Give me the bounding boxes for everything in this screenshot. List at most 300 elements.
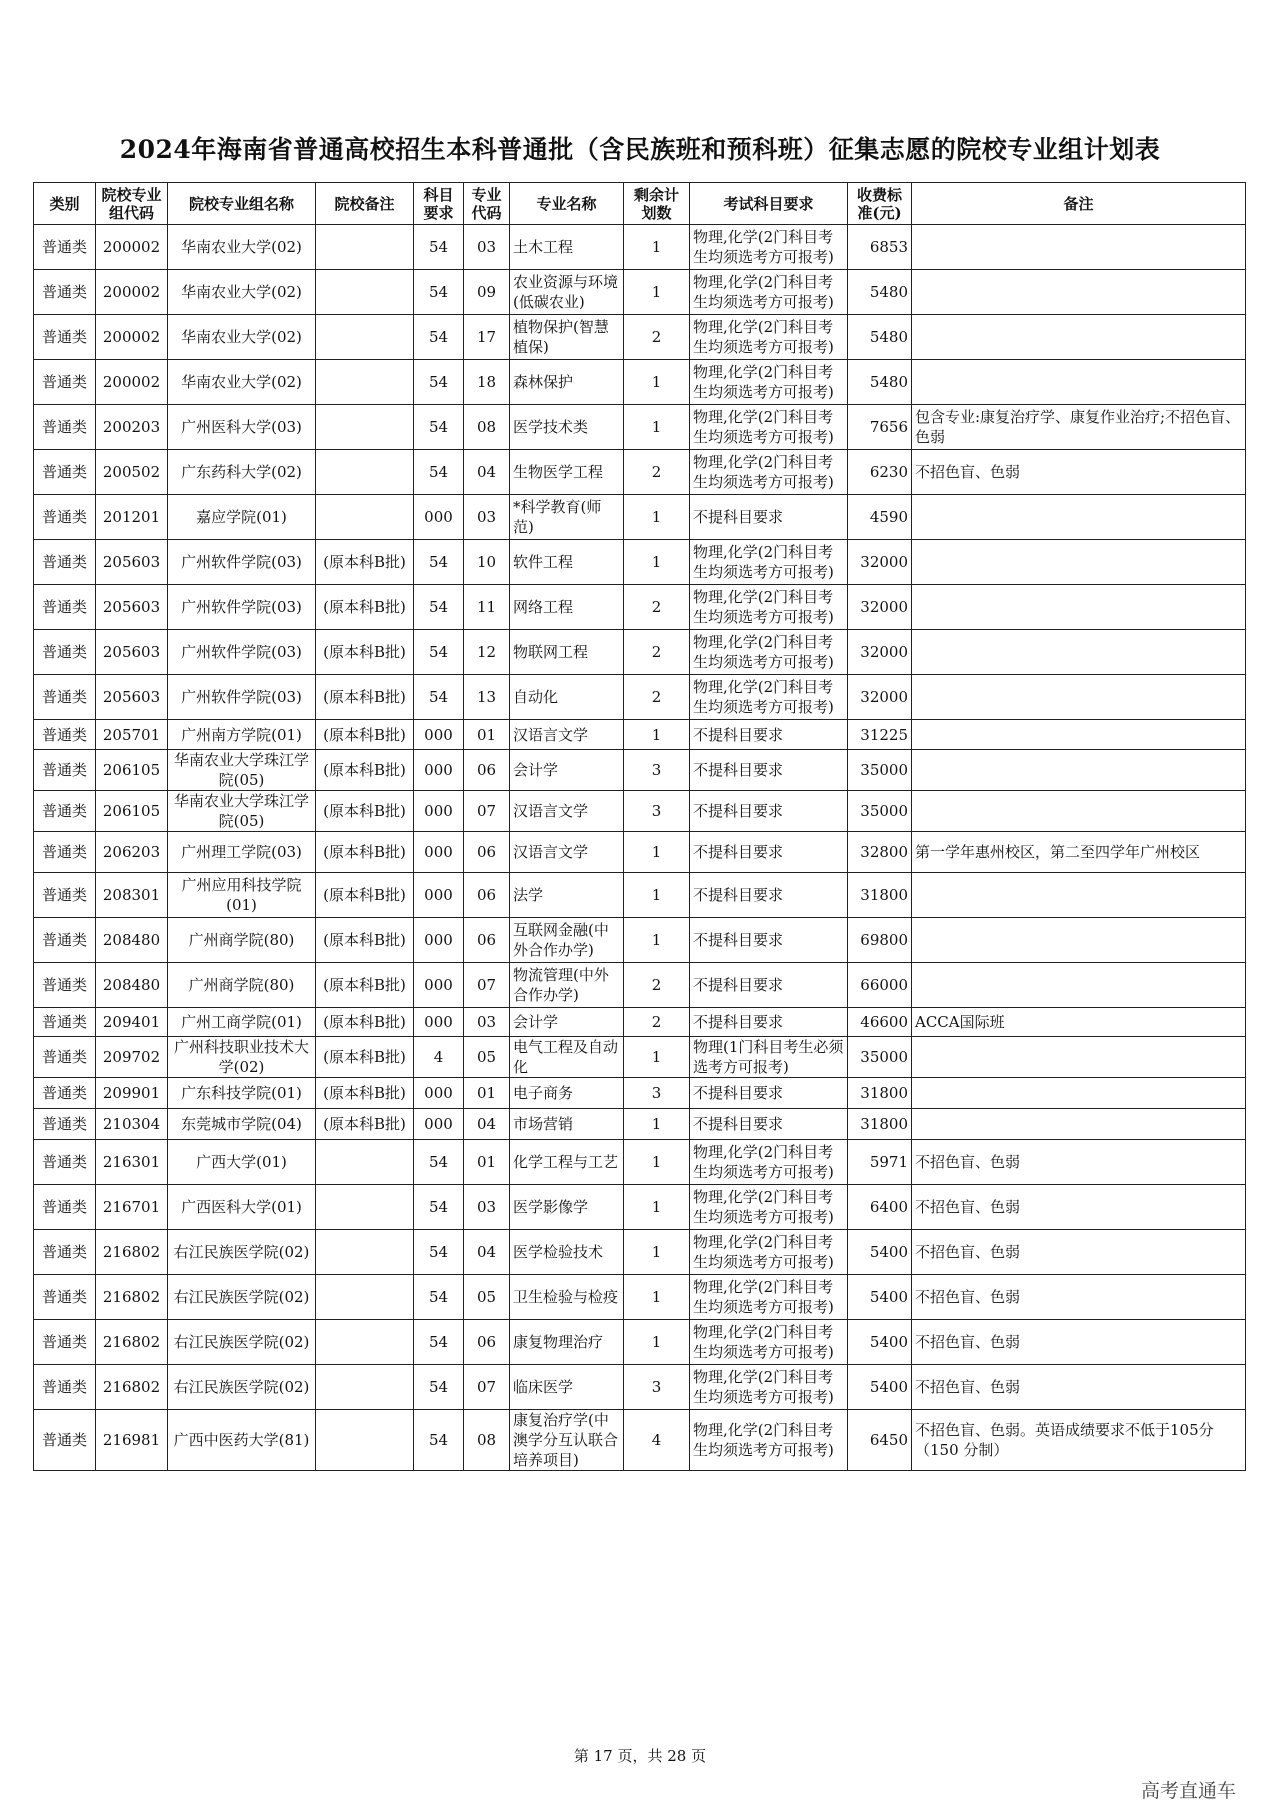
cell-remarks — [912, 750, 1246, 791]
cell-exam-subjects — [690, 675, 848, 720]
cell-remarks — [912, 1078, 1246, 1109]
table-row — [34, 963, 1246, 1008]
exam-subjects-text: 物理,化学(2门科目考生均须选考方可报考) — [693, 273, 834, 311]
cell-category: 普通类 — [34, 1140, 96, 1185]
cell-subject-req: 000 — [414, 873, 464, 918]
cell-exam-subjects — [690, 225, 848, 270]
cell-remaining-plan: 1 — [624, 1230, 690, 1275]
cell-major-name: 物流管理(中外合作办学) — [510, 963, 624, 1008]
cell-group-code: 205603 — [96, 585, 168, 630]
exam-subjects-text: 物理,化学(2门科目考生均须选考方可报考) — [693, 408, 834, 446]
table-row — [34, 720, 1246, 750]
cell-category: 普通类 — [34, 918, 96, 963]
cell-school-note — [316, 1230, 414, 1275]
cell-major-name: 会计学 — [510, 750, 624, 791]
cell-exam-subjects — [690, 495, 848, 540]
cell-tuition: 32000 — [848, 630, 912, 675]
table-row — [34, 630, 1246, 675]
cell-category: 普通类 — [34, 540, 96, 585]
cell-group-name: 广西大学(01) — [168, 1140, 316, 1185]
cell-remaining-plan: 1 — [624, 405, 690, 450]
cell-major-code: 06 — [464, 832, 510, 873]
cell-subject-req: 000 — [414, 1008, 464, 1037]
cell-remarks — [912, 360, 1246, 405]
cell-major-name: 互联网金融(中外合作办学) — [510, 918, 624, 963]
cell-subject-req: 54 — [414, 1320, 464, 1365]
cell-tuition: 5480 — [848, 315, 912, 360]
cell-group-code: 216802 — [96, 1320, 168, 1365]
cell-subject-req: 54 — [414, 630, 464, 675]
cell-group-name: 华南农业大学(02) — [168, 315, 316, 360]
table-row — [34, 1140, 1246, 1185]
table-row — [34, 1037, 1246, 1078]
cell-group-code: 216701 — [96, 1185, 168, 1230]
cell-tuition: 5400 — [848, 1365, 912, 1410]
cell-remarks: 第一学年惠州校区，第二至四学年广州校区 — [912, 832, 1246, 873]
cell-school-note: (原本科B批) — [316, 750, 414, 791]
cell-tuition: 35000 — [848, 1037, 912, 1078]
cell-school-note — [316, 1320, 414, 1365]
cell-tuition: 35000 — [848, 791, 912, 832]
cell-remaining-plan: 1 — [624, 1320, 690, 1365]
cell-category: 普通类 — [34, 360, 96, 405]
cell-major-name: 康复物理治疗 — [510, 1320, 624, 1365]
cell-category: 普通类 — [34, 495, 96, 540]
cell-major-name: 会计学 — [510, 1008, 624, 1037]
cell-major-name: 电气工程及自动化 — [510, 1037, 624, 1078]
cell-major-name: 汉语言文学 — [510, 832, 624, 873]
cell-group-name: 华南农业大学(02) — [168, 225, 316, 270]
exam-subjects-text: 不提科目要求 — [693, 802, 784, 820]
cell-remaining-plan: 1 — [624, 540, 690, 585]
cell-school-note: (原本科B批) — [316, 1078, 414, 1109]
cell-remaining-plan: 1 — [624, 360, 690, 405]
cell-tuition: 4590 — [848, 495, 912, 540]
cell-school-note: (原本科B批) — [316, 832, 414, 873]
cell-group-name: 广东药科大学(02) — [168, 450, 316, 495]
cell-tuition: 32000 — [848, 540, 912, 585]
cell-group-name: 华南农业大学(02) — [168, 270, 316, 315]
cell-exam-subjects — [690, 1230, 848, 1275]
col-header-major-name: 专业名称 — [510, 183, 624, 225]
cell-school-note — [316, 315, 414, 360]
cell-major-name: 植物保护(智慧植保) — [510, 315, 624, 360]
cell-major-code: 08 — [464, 405, 510, 450]
cell-school-note — [316, 495, 414, 540]
cell-tuition: 6400 — [848, 1185, 912, 1230]
col-header-tuition: 收费标准(元) — [848, 183, 912, 225]
table-row — [34, 873, 1246, 918]
cell-group-code: 208301 — [96, 873, 168, 918]
cell-remarks: 不招色盲、色弱。英语成绩要求不低于105分（150 分制） — [912, 1410, 1246, 1471]
cell-school-note: (原本科B批) — [316, 918, 414, 963]
cell-group-code: 216301 — [96, 1140, 168, 1185]
col-header-remarks: 备注 — [912, 183, 1246, 225]
cell-remaining-plan: 1 — [624, 1275, 690, 1320]
table-row — [34, 540, 1246, 585]
table-row — [34, 585, 1246, 630]
cell-exam-subjects — [690, 1275, 848, 1320]
table-row — [34, 1078, 1246, 1109]
cell-remaining-plan: 2 — [624, 963, 690, 1008]
cell-category: 普通类 — [34, 1230, 96, 1275]
table-row — [34, 360, 1246, 405]
exam-subjects-text: 物理,化学(2门科目考生均须选考方可报考) — [693, 1323, 834, 1361]
cell-group-code: 208480 — [96, 918, 168, 963]
cell-remaining-plan: 2 — [624, 585, 690, 630]
cell-remarks: 不招色盲、色弱 — [912, 1140, 1246, 1185]
col-header-category: 类别 — [34, 183, 96, 225]
exam-subjects-text: 物理,化学(2门科目考生均须选考方可报考) — [693, 1278, 834, 1316]
cell-school-note — [316, 360, 414, 405]
cell-tuition: 6853 — [848, 225, 912, 270]
cell-exam-subjects — [690, 270, 848, 315]
cell-remaining-plan: 1 — [624, 1109, 690, 1140]
cell-subject-req: 000 — [414, 791, 464, 832]
cell-major-code: 18 — [464, 360, 510, 405]
cell-exam-subjects — [690, 450, 848, 495]
cell-remarks — [912, 315, 1246, 360]
cell-category: 普通类 — [34, 225, 96, 270]
cell-subject-req: 4 — [414, 1037, 464, 1078]
cell-exam-subjects — [690, 405, 848, 450]
exam-subjects-text: 物理,化学(2门科目考生均须选考方可报考) — [693, 1368, 834, 1406]
cell-tuition: 32800 — [848, 832, 912, 873]
plan-table — [33, 182, 1246, 1471]
cell-tuition: 35000 — [848, 750, 912, 791]
cell-group-name: 广州医科大学(03) — [168, 405, 316, 450]
cell-tuition: 5400 — [848, 1275, 912, 1320]
cell-exam-subjects — [690, 1410, 848, 1471]
cell-school-note: (原本科B批) — [316, 1037, 414, 1078]
cell-subject-req: 000 — [414, 750, 464, 791]
cell-exam-subjects — [690, 791, 848, 832]
table-row — [34, 832, 1246, 873]
cell-exam-subjects — [690, 720, 848, 750]
cell-major-code: 07 — [464, 963, 510, 1008]
cell-group-name: 华南农业大学珠江学院(05) — [168, 791, 316, 832]
cell-remarks — [912, 540, 1246, 585]
exam-subjects-text: 物理,化学(2门科目考生均须选考方可报考) — [693, 228, 834, 266]
cell-subject-req: 54 — [414, 225, 464, 270]
cell-group-name: 嘉应学院(01) — [168, 495, 316, 540]
cell-exam-subjects — [690, 360, 848, 405]
col-header-exam-subjects: 考试科目要求 — [690, 183, 848, 225]
page-number: 第 17 页，共 28 页 — [573, 1747, 707, 1765]
cell-major-name: 医学技术类 — [510, 405, 624, 450]
page-title: 2024年海南省普通高校招生本科普通批（含民族班和预科班）征集志愿的院校专业组计划表 — [119, 135, 1161, 164]
cell-subject-req: 54 — [414, 1275, 464, 1320]
cell-remarks — [912, 225, 1246, 270]
cell-category: 普通类 — [34, 720, 96, 750]
cell-category: 普通类 — [34, 1185, 96, 1230]
cell-major-code: 03 — [464, 1185, 510, 1230]
cell-exam-subjects — [690, 1109, 848, 1140]
cell-school-note: (原本科B批) — [316, 675, 414, 720]
exam-subjects-text: 物理,化学(2门科目考生均须选考方可报考) — [693, 363, 834, 401]
cell-remarks — [912, 1037, 1246, 1078]
cell-remarks — [912, 873, 1246, 918]
cell-school-note — [316, 1140, 414, 1185]
cell-major-name: 市场营销 — [510, 1109, 624, 1140]
cell-group-name: 右江民族医学院(02) — [168, 1320, 316, 1365]
cell-major-name: 电子商务 — [510, 1078, 624, 1109]
cell-remarks: 不招色盲、色弱 — [912, 450, 1246, 495]
cell-major-name: 汉语言文学 — [510, 791, 624, 832]
cell-category: 普通类 — [34, 675, 96, 720]
cell-group-name: 右江民族医学院(02) — [168, 1365, 316, 1410]
cell-major-name: 卫生检验与检疫 — [510, 1275, 624, 1320]
cell-remarks: ACCA国际班 — [912, 1008, 1246, 1037]
cell-category: 普通类 — [34, 1037, 96, 1078]
cell-remaining-plan: 4 — [624, 1410, 690, 1471]
cell-subject-req: 000 — [414, 963, 464, 1008]
cell-subject-req: 54 — [414, 450, 464, 495]
cell-school-note — [316, 225, 414, 270]
cell-major-code: 08 — [464, 1410, 510, 1471]
cell-major-name: 汉语言文学 — [510, 720, 624, 750]
cell-major-code: 05 — [464, 1037, 510, 1078]
cell-school-note: (原本科B批) — [316, 963, 414, 1008]
cell-remaining-plan: 1 — [624, 270, 690, 315]
cell-major-name: 森林保护 — [510, 360, 624, 405]
cell-major-code: 06 — [464, 918, 510, 963]
cell-group-name: 右江民族医学院(02) — [168, 1275, 316, 1320]
cell-tuition: 6230 — [848, 450, 912, 495]
cell-remaining-plan: 2 — [624, 1008, 690, 1037]
cell-group-name: 广州工商学院(01) — [168, 1008, 316, 1037]
cell-group-code: 208480 — [96, 963, 168, 1008]
cell-subject-req: 000 — [414, 1109, 464, 1140]
cell-remaining-plan: 3 — [624, 1078, 690, 1109]
exam-subjects-text: 物理,化学(2门科目考生均须选考方可报考) — [693, 588, 834, 626]
cell-major-code: 04 — [464, 450, 510, 495]
cell-major-name: 医学影像学 — [510, 1185, 624, 1230]
cell-group-name: 广州软件学院(03) — [168, 540, 316, 585]
table-row — [34, 750, 1246, 791]
table-row — [34, 675, 1246, 720]
cell-major-code: 12 — [464, 630, 510, 675]
cell-subject-req: 000 — [414, 720, 464, 750]
watermark: 高考直通车 — [1141, 1780, 1237, 1802]
table-row — [34, 1275, 1246, 1320]
cell-exam-subjects — [690, 540, 848, 585]
cell-major-name: 医学检验技术 — [510, 1230, 624, 1275]
cell-remarks: 不招色盲、色弱 — [912, 1320, 1246, 1365]
cell-major-code: 03 — [464, 1008, 510, 1037]
cell-group-name: 广西医科大学(01) — [168, 1185, 316, 1230]
cell-exam-subjects — [690, 832, 848, 873]
cell-major-name: 物联网工程 — [510, 630, 624, 675]
cell-major-name: 康复治疗学(中澳学分互认联合培养项目) — [510, 1410, 624, 1471]
cell-remarks — [912, 585, 1246, 630]
cell-group-code: 216802 — [96, 1275, 168, 1320]
cell-subject-req: 000 — [414, 495, 464, 540]
cell-group-name: 广州应用科技学院(01) — [168, 873, 316, 918]
cell-group-code: 200002 — [96, 360, 168, 405]
table-row — [34, 1410, 1246, 1471]
cell-group-code: 200002 — [96, 270, 168, 315]
table-row — [34, 405, 1246, 450]
cell-tuition: 5971 — [848, 1140, 912, 1185]
col-header-school-note: 院校备注 — [316, 183, 414, 225]
cell-remaining-plan: 2 — [624, 450, 690, 495]
cell-category: 普通类 — [34, 963, 96, 1008]
cell-group-name: 广西中医药大学(81) — [168, 1410, 316, 1471]
cell-remarks — [912, 270, 1246, 315]
cell-group-code: 205603 — [96, 630, 168, 675]
table-row — [34, 1109, 1246, 1140]
cell-remaining-plan: 1 — [624, 832, 690, 873]
cell-remarks — [912, 963, 1246, 1008]
table-row — [34, 918, 1246, 963]
exam-subjects-text: 不提科目要求 — [693, 1084, 784, 1102]
cell-group-name: 广东科技学院(01) — [168, 1078, 316, 1109]
cell-remaining-plan: 1 — [624, 1185, 690, 1230]
cell-group-name: 广州软件学院(03) — [168, 630, 316, 675]
cell-category: 普通类 — [34, 873, 96, 918]
cell-group-code: 200002 — [96, 315, 168, 360]
table-row — [34, 225, 1246, 270]
cell-category: 普通类 — [34, 585, 96, 630]
cell-major-name: *科学教育(师范) — [510, 495, 624, 540]
exam-subjects-text: 不提科目要求 — [693, 725, 784, 744]
cell-exam-subjects — [690, 963, 848, 1008]
table-row — [34, 495, 1246, 540]
cell-group-code: 205701 — [96, 720, 168, 750]
exam-subjects-text: 物理,化学(2门科目考生均须选考方可报考) — [693, 1143, 834, 1181]
cell-group-name: 广州软件学院(03) — [168, 675, 316, 720]
cell-major-code: 01 — [464, 720, 510, 750]
cell-remarks: 不招色盲、色弱 — [912, 1365, 1246, 1410]
col-header-group-name: 院校专业组名称 — [168, 183, 316, 225]
exam-subjects-text: 不提科目要求 — [693, 508, 784, 526]
cell-exam-subjects — [690, 1365, 848, 1410]
cell-school-note — [316, 270, 414, 315]
cell-tuition: 66000 — [848, 963, 912, 1008]
cell-subject-req: 54 — [414, 1410, 464, 1471]
cell-subject-req: 54 — [414, 1185, 464, 1230]
table-header-row — [34, 183, 1246, 225]
cell-remarks — [912, 1109, 1246, 1140]
exam-subjects-text: 物理,化学(2门科目考生均须选考方可报考) — [693, 633, 834, 671]
cell-group-name: 华南农业大学珠江学院(05) — [168, 750, 316, 791]
cell-exam-subjects — [690, 750, 848, 791]
cell-remaining-plan: 1 — [624, 918, 690, 963]
cell-major-code: 03 — [464, 495, 510, 540]
cell-tuition: 31800 — [848, 1109, 912, 1140]
cell-major-code: 09 — [464, 270, 510, 315]
cell-tuition: 32000 — [848, 585, 912, 630]
cell-school-note: (原本科B批) — [316, 1008, 414, 1037]
cell-group-code: 206105 — [96, 750, 168, 791]
cell-major-code: 04 — [464, 1230, 510, 1275]
cell-remaining-plan: 1 — [624, 873, 690, 918]
cell-exam-subjects — [690, 1320, 848, 1365]
cell-major-name: 网络工程 — [510, 585, 624, 630]
table-row — [34, 450, 1246, 495]
cell-tuition: 7656 — [848, 405, 912, 450]
cell-major-name: 临床医学 — [510, 1365, 624, 1410]
cell-group-code: 206105 — [96, 791, 168, 832]
cell-major-code: 07 — [464, 1365, 510, 1410]
cell-major-name: 化学工程与工艺 — [510, 1140, 624, 1185]
cell-tuition: 31800 — [848, 873, 912, 918]
cell-exam-subjects — [690, 585, 848, 630]
cell-remarks: 包含专业:康复治疗学、康复作业治疗;不招色盲、色弱 — [912, 405, 1246, 450]
cell-remaining-plan: 2 — [624, 630, 690, 675]
cell-category: 普通类 — [34, 405, 96, 450]
cell-group-code: 206203 — [96, 832, 168, 873]
table-row — [34, 270, 1246, 315]
cell-group-code: 216981 — [96, 1410, 168, 1471]
cell-subject-req: 54 — [414, 315, 464, 360]
cell-major-code: 01 — [464, 1078, 510, 1109]
cell-exam-subjects — [690, 1008, 848, 1037]
cell-remarks — [912, 675, 1246, 720]
cell-group-code: 200502 — [96, 450, 168, 495]
cell-group-code: 205603 — [96, 675, 168, 720]
cell-category: 普通类 — [34, 1109, 96, 1140]
cell-exam-subjects — [690, 315, 848, 360]
cell-major-code: 06 — [464, 1320, 510, 1365]
cell-group-name: 广州商学院(80) — [168, 918, 316, 963]
cell-group-name: 广州商学院(80) — [168, 963, 316, 1008]
cell-category: 普通类 — [34, 1410, 96, 1471]
exam-subjects-text: 不提科目要求 — [693, 761, 784, 779]
cell-remarks: 不招色盲、色弱 — [912, 1185, 1246, 1230]
cell-category: 普通类 — [34, 270, 96, 315]
cell-remaining-plan: 1 — [624, 225, 690, 270]
cell-tuition: 31800 — [848, 1078, 912, 1109]
exam-subjects-text: 物理(1门科目考生必须选考方可报考) — [693, 1038, 844, 1076]
cell-exam-subjects — [690, 1037, 848, 1078]
cell-school-note: (原本科B批) — [316, 1109, 414, 1140]
cell-exam-subjects — [690, 873, 848, 918]
cell-school-note — [316, 1365, 414, 1410]
cell-subject-req: 54 — [414, 360, 464, 405]
cell-tuition: 31225 — [848, 720, 912, 750]
cell-subject-req: 54 — [414, 1365, 464, 1410]
cell-category: 普通类 — [34, 1008, 96, 1037]
cell-major-code: 07 — [464, 791, 510, 832]
cell-school-note — [316, 405, 414, 450]
cell-group-name: 广州理工学院(03) — [168, 832, 316, 873]
cell-major-name: 土木工程 — [510, 225, 624, 270]
cell-major-code: 06 — [464, 873, 510, 918]
cell-group-code: 201201 — [96, 495, 168, 540]
cell-group-code: 200002 — [96, 225, 168, 270]
cell-category: 普通类 — [34, 1365, 96, 1410]
cell-school-note: (原本科B批) — [316, 585, 414, 630]
cell-major-name: 法学 — [510, 873, 624, 918]
cell-subject-req: 54 — [414, 405, 464, 450]
col-header-remaining-plan: 剩余计划数 — [624, 183, 690, 225]
exam-subjects-text: 不提科目要求 — [693, 843, 784, 861]
cell-remarks — [912, 495, 1246, 540]
cell-major-name: 生物医学工程 — [510, 450, 624, 495]
cell-subject-req: 54 — [414, 585, 464, 630]
cell-tuition: 5400 — [848, 1320, 912, 1365]
cell-tuition: 46600 — [848, 1008, 912, 1037]
table-row — [34, 1320, 1246, 1365]
cell-major-name: 自动化 — [510, 675, 624, 720]
cell-remarks: 不招色盲、色弱 — [912, 1275, 1246, 1320]
cell-remarks: 不招色盲、色弱 — [912, 1230, 1246, 1275]
exam-subjects-text: 物理,化学(2门科目考生均须选考方可报考) — [693, 678, 834, 716]
exam-subjects-text: 不提科目要求 — [693, 1115, 784, 1133]
cell-school-note: (原本科B批) — [316, 791, 414, 832]
